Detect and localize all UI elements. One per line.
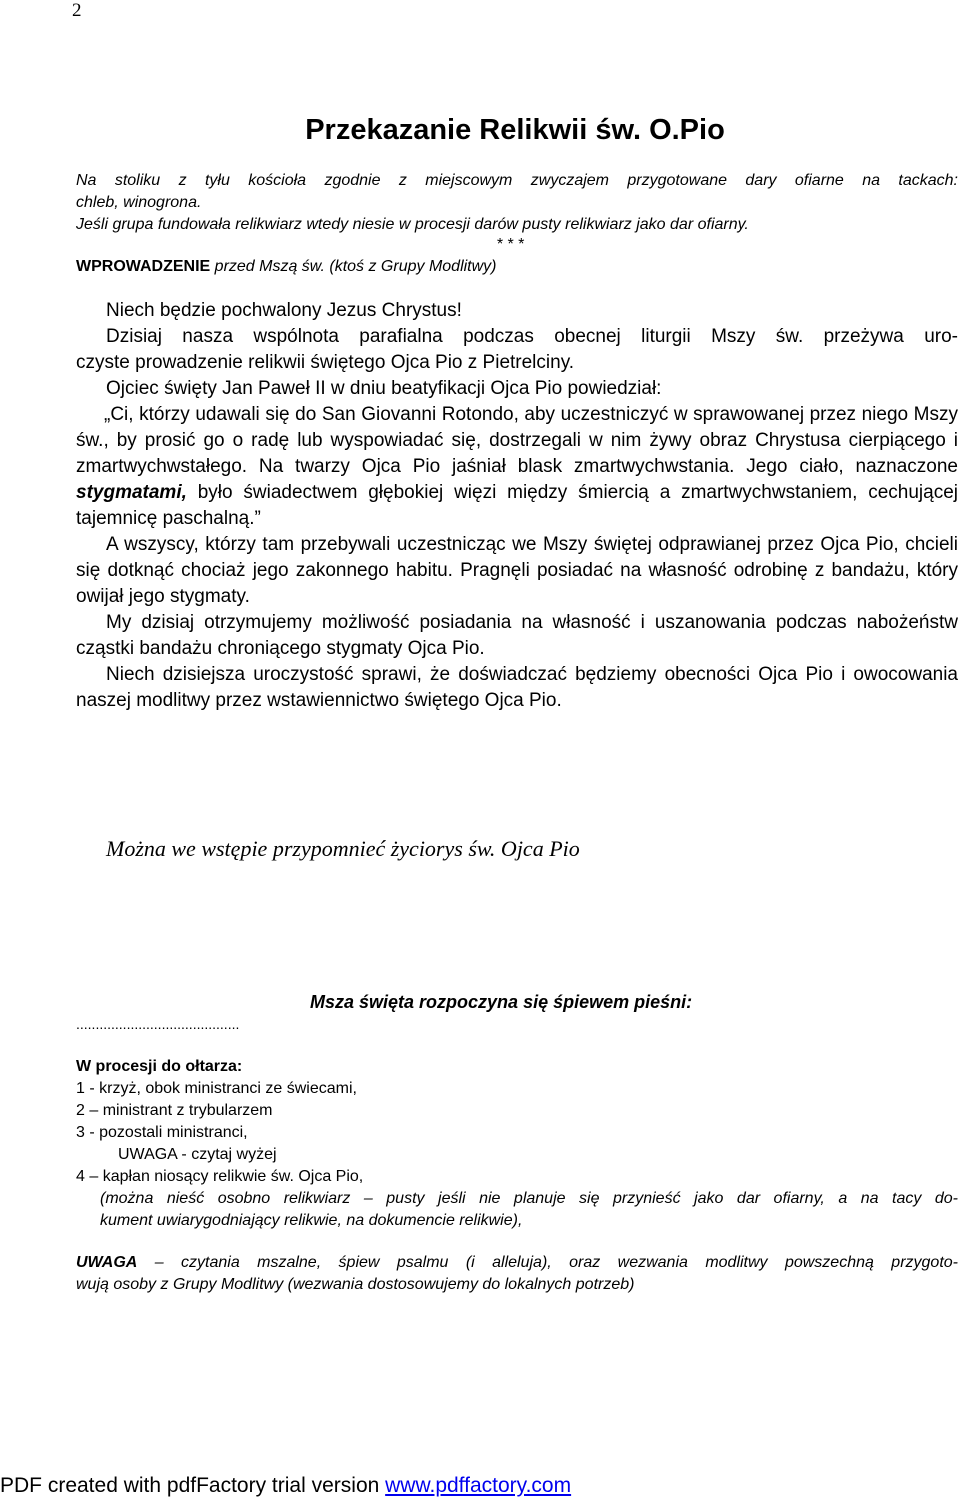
- pdffactory-link[interactable]: www.pdffactory.com: [385, 1474, 572, 1497]
- list-item: 2 – ministrant z trybularzem: [76, 1102, 273, 1119]
- quote-emphasis: stygmatami,: [76, 482, 187, 503]
- warning-label: UWAGA: [76, 1254, 138, 1271]
- list-note: UWAGA - czytaj wyżej: [118, 1146, 277, 1163]
- page-number: 2: [72, 0, 82, 21]
- speech-paragraph-line: Dzisiaj nasza wspólnota parafialna podczas obecnej liturgii Mszy św. przeżywa uro-: [106, 326, 958, 347]
- note-line: (można nieść osobno relikwiarz – pusty jeśli nie planuje się przynieść jako dar ofiarny, a na tacy do-: [100, 1190, 958, 1207]
- introduction-label: WPROWADZENIE: [76, 258, 211, 275]
- pdf-footer: [0, 1474, 571, 1498]
- intro-line: Jeśli grupa fundowała relikwiarz wtedy niesie w procesji darów pusty relikwiarz jako dar ofiarny.: [76, 216, 749, 233]
- list-item: 1 - krzyż, obok ministranci ze świecami,: [76, 1080, 357, 1097]
- note-line: kument uwiarygodniający relikwie, na dokumencie relikwie),: [100, 1212, 523, 1229]
- beatification-quote: [76, 402, 958, 532]
- warning-note: [76, 1252, 958, 1296]
- quote-text: było świadectwem głębokiej więzi między śmiercią a zmartwychwstaniem, cechującej tajemnicę paschalną.”: [76, 482, 958, 529]
- introduction-heading: [76, 258, 497, 276]
- introduction-speech: [76, 298, 958, 714]
- intro-line: chleb, winogrona.: [76, 194, 202, 211]
- procession-list: [76, 1056, 958, 1232]
- intro-instructions: [76, 170, 958, 236]
- list-item: 3 - pozostali ministranci,: [76, 1124, 248, 1141]
- introduction-note: przed Mszą św. (ktoś z Grupy Modlitwy): [210, 258, 497, 275]
- song-placeholder: ..........................................: [76, 1016, 240, 1032]
- section-separator: * * *: [496, 236, 524, 253]
- speech-paragraph-line: czyste prowadzenie relikwii świętego Ojca Pio z Pietrelciny.: [76, 352, 575, 373]
- speech-paragraph: Niech dzisiejsza uroczystość sprawi, że doświadczać będziemy obecności Ojca Pio i owocowania naszej modlitwy przez wstawiennictwo świętego Ojca Pio.: [76, 664, 958, 711]
- list-item: 4 – kapłan niosący relikwie św. Ojca Pio,: [76, 1168, 364, 1185]
- speech-paragraph: A wszyscy, którzy tam przebywali uczestnicząc we Mszy świętej odprawianej przez Ojca Pio, chcieli się dotknąć chociaż jego zakonnego habitu. Pragnęli posiadać na własność odrobinę z bandażu, który owijał jego stygmaty.: [76, 534, 958, 607]
- footer-text: PDF created with pdfFactory trial version: [0, 1474, 386, 1497]
- greeting: Niech będzie pochwalony Jezus Chrystus!: [106, 300, 462, 321]
- reliquary-note: [76, 1188, 958, 1232]
- warning-line: wują osoby z Grupy Modlitwy (wezwania dostosowujemy do lokalnych potrzeb): [76, 1276, 635, 1293]
- warning-text: – czytania mszalne, śpiew psalmu (i alleluja), oraz wezwania modlitwy powszechną przygoto-: [137, 1254, 958, 1271]
- page-title: Przekazanie Relikwii św. O.Pio: [305, 114, 725, 146]
- warning-line: [76, 1252, 958, 1274]
- mass-start-heading: Msza święta rozpoczyna się śpiewem pieśni:: [310, 992, 693, 1012]
- quote-text: „Ci, którzy udawali się do San Giovanni Rotondo, aby uczestniczyć w sprawowanej przez niego Mszy św., by prosić go o radę lub wyspowiadać się, dostrzegali w nim żywy obraz Chrystusa cierpiącego i zmartwychwstałego. Na twarzy Ojca Pio jaśniał blask zmartwychwstania. Jego ciało, naznaczone: [76, 404, 958, 477]
- speech-paragraph: My dzisiaj otrzymujemy możliwość posiadania na własność i uszanowania podczas nabożeństw cząstki bandażu chroniącego stygmaty Ojca Pio.: [76, 612, 958, 659]
- intro-line: Na stoliku z tyłu kościoła zgodnie z miejscowym zwyczajem przygotowane dary ofiarne na tackach:: [76, 172, 958, 189]
- speech-paragraph-line: Ojciec święty Jan Paweł II w dniu beatyfikacji Ojca Pio powiedział:: [106, 378, 662, 399]
- biography-note: Można we wstępie przypomnieć życiorys św. Ojca Pio: [106, 836, 580, 861]
- procession-heading: W procesji do ołtarza:: [76, 1058, 243, 1075]
